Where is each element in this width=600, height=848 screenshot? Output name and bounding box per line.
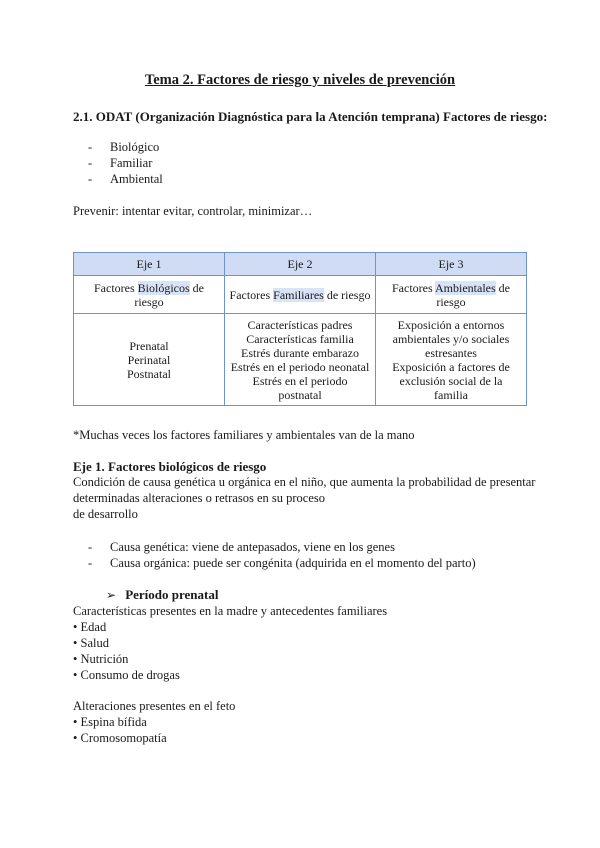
list-item: - Ambiental bbox=[88, 172, 163, 186]
table-header-cell: Eje 1 bbox=[74, 253, 225, 276]
ejes-table bbox=[73, 252, 527, 406]
list-item: • Edad bbox=[73, 620, 107, 634]
prenatal-heading: ➢ Período prenatal bbox=[106, 587, 219, 602]
arrow-bullet-icon: ➢ bbox=[106, 588, 117, 602]
table-cell: Exposición a entornos ambientales y/o sociales estresantes Exposición a factores de exclusión social de la familia bbox=[376, 314, 527, 406]
table-row bbox=[74, 276, 527, 314]
eje1-description-line: Condición de causa genética u orgánica en el niño, que aumenta la probabilidad de presentar bbox=[73, 475, 536, 489]
table-cell: Factores Biológicos de riesgo bbox=[74, 276, 225, 314]
list-item: - Familiar bbox=[88, 156, 153, 170]
list-item: • Consumo de drogas bbox=[73, 668, 180, 682]
list-item: • Salud bbox=[73, 636, 109, 650]
eje1-heading: Eje 1. Factores biológicos de riesgo bbox=[73, 459, 267, 474]
table-header-cell: Eje 2 bbox=[225, 253, 376, 276]
highlighted-term: Biológicos bbox=[137, 280, 190, 295]
list-item: • Espina bífida bbox=[73, 715, 147, 729]
list-item: - Biológico bbox=[88, 140, 160, 154]
eje1-description-line: de desarrollo bbox=[73, 507, 138, 521]
table-row bbox=[74, 314, 527, 406]
table-cell: Factores Ambientales de riesgo bbox=[376, 276, 527, 314]
table-header-cell: Eje 3 bbox=[376, 253, 527, 276]
table-cell: Características padres Características familia Estrés durante embarazo Estrés en el periodo neonatal Estrés en el periodo postnatal bbox=[225, 314, 376, 406]
list-item: • Cromosomopatía bbox=[73, 731, 167, 745]
table-header-row bbox=[74, 253, 527, 276]
list-item: - Causa genética: viene de antepasados, viene en los genes bbox=[88, 540, 395, 554]
highlighted-term: Familiares bbox=[273, 287, 324, 302]
page-title: Tema 2. Factores de riesgo y niveles de prevención bbox=[144, 72, 456, 88]
list-item: - Causa orgánica: puede ser congénita (adquirida en el momento del parto) bbox=[88, 556, 476, 570]
highlighted-term: Ambientales bbox=[435, 280, 496, 295]
mother-intro: Características presentes en la madre y antecedentes familiares bbox=[73, 604, 388, 618]
table-cell: Factores Familiares de riesgo bbox=[225, 276, 376, 314]
table-cell: Prenatal Perinatal Postnatal bbox=[74, 314, 225, 406]
eje1-description-line: determinadas alteraciones o retrasos en su proceso bbox=[73, 491, 325, 505]
prevenir-text: Prevenir: intentar evitar, controlar, minimizar… bbox=[73, 204, 313, 218]
list-item: • Nutrición bbox=[73, 652, 129, 666]
section-2-1-heading: 2.1. ODAT (Organización Diagnóstica para la Atención temprana) Factores de riesgo: bbox=[73, 109, 548, 124]
note-text: *Muchas veces los factores familiares y ambientales van de la mano bbox=[73, 428, 415, 442]
fetus-intro: Alteraciones presentes en el feto bbox=[73, 699, 236, 713]
